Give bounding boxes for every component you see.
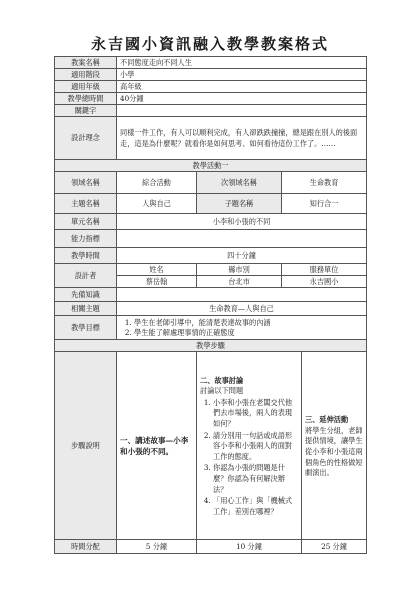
designer-unit-header: 服務單位	[282, 264, 367, 276]
row-theme	[55, 194, 367, 214]
row-steps-header	[55, 340, 367, 352]
theme-value: 人與自己	[117, 194, 197, 214]
row-plan-name	[55, 57, 367, 69]
row-time-alloc	[55, 540, 367, 554]
goal-item: 1. 學生在老師引導中，能清楚表達故事的內涵	[134, 318, 363, 328]
time-alloc-step1: 5 分鐘	[117, 540, 197, 554]
stage-label: 適用階段	[55, 69, 117, 81]
discussion-question: 2. 請分別用一句話或成語形容小李和小張兩人的面對工作的態度。	[213, 431, 298, 463]
row-ability	[55, 230, 367, 248]
total-time-value: 40分鐘	[117, 93, 367, 105]
prior-value	[117, 288, 367, 302]
row-grade	[55, 81, 367, 93]
step1-text: 一、講述故事—小李和小張的不同。	[117, 352, 197, 540]
design-label: 設計理念	[55, 117, 117, 160]
time-alloc-step2: 10 分鐘	[197, 540, 302, 554]
keywords-label: 關鍵字	[55, 105, 117, 117]
row-domain	[55, 172, 367, 194]
designer-city-header: 縣市別	[197, 264, 282, 276]
steps-label: 步驟說明	[55, 352, 117, 540]
step2-question-list	[200, 398, 298, 518]
keywords-value	[117, 105, 367, 117]
goals-list	[120, 318, 363, 338]
step3-cell	[302, 352, 367, 540]
row-stage	[55, 69, 367, 81]
plan-name-label: 教案名稱	[55, 57, 117, 69]
row-related	[55, 302, 367, 316]
ability-label: 能力指標	[55, 230, 117, 248]
subtheme-label: 子題名稱	[197, 194, 282, 214]
step3-title: 三、延伸活動	[305, 415, 349, 425]
designer-city: 台北市	[197, 276, 282, 288]
discussion-question: 4. 「用心工作」與「機械式工作」差別在哪裡？	[213, 496, 298, 517]
subdomain-label: 次領域名稱	[197, 172, 282, 194]
activity-header: 教學活動一	[55, 160, 367, 172]
unit-label: 單元名稱	[55, 214, 117, 230]
unit-value: 小李和小張的不同	[117, 214, 367, 230]
designer-name: 蔡岳翰	[117, 276, 197, 288]
row-prior	[55, 288, 367, 302]
time-label: 教學時間	[55, 248, 117, 264]
theme-label: 主題名稱	[55, 194, 117, 214]
goals-label: 教學目標	[55, 316, 117, 340]
prior-label: 先備知識	[55, 288, 117, 302]
row-total-time	[55, 93, 367, 105]
grade-label: 適用年級	[55, 81, 117, 93]
stage-value: 小學	[117, 69, 367, 81]
subdomain-value: 生命教育	[282, 172, 367, 194]
step3-text: 將學生分組，老師提供情境，讓學生從小李和小張這兩個角色的性格做短劇演出。	[305, 425, 363, 478]
goals-value	[117, 316, 367, 340]
document-title: 永吉國小資訊融入教學教案格式	[90, 35, 329, 53]
row-goals	[55, 316, 367, 340]
grade-value: 高年級	[117, 81, 367, 93]
designer-name-header: 姓名	[117, 264, 197, 276]
goal-item: 2. 學生能了解處理事情的正確態度	[134, 328, 363, 338]
time-alloc-label: 時間分配	[55, 540, 117, 554]
total-time-label: 教學總時間	[55, 93, 117, 105]
domain-label: 領域名稱	[55, 172, 117, 194]
discussion-question: 1. 小李和小張在老闆交代他們去市場後，兩人的表現如何？	[213, 398, 298, 430]
row-activity-header	[55, 160, 367, 172]
ability-value	[117, 230, 367, 248]
domain-value: 綜合活動	[117, 172, 197, 194]
step2-intro: 討論以下問題	[200, 386, 244, 396]
row-keywords	[55, 105, 367, 117]
plan-name-value: 不同態度走向不同人生	[117, 57, 367, 69]
step2-cell	[197, 352, 302, 540]
row-designer-headers	[55, 264, 367, 276]
designer-unit: 永吉國小	[282, 276, 367, 288]
related-label: 相關主題	[55, 302, 117, 316]
row-design	[55, 117, 367, 160]
time-value: 四十分鐘	[117, 248, 367, 264]
step2-title: 二、故事討論	[200, 375, 244, 385]
designer-label: 設計者	[55, 264, 117, 288]
time-alloc-step3: 25 分鐘	[302, 540, 367, 554]
discussion-question: 3. 你認為小張的問題是什麼？你認為有何解決辦法？	[213, 463, 298, 495]
related-value: 生命教育—人與自己	[117, 302, 367, 316]
row-unit	[55, 214, 367, 230]
subtheme-value: 知行合一	[282, 194, 367, 214]
row-steps	[55, 352, 367, 540]
lesson-plan-table	[54, 56, 367, 554]
design-value: 同樣一件工作，有人可以順利完成，有人卻跌跌撞撞，總是跟在別人的後面走，這是為什麼呢？就看你是如何思考、如何看待這份工作了。……	[117, 117, 367, 160]
row-time	[55, 248, 367, 264]
steps-header: 教學步驟	[55, 340, 367, 352]
